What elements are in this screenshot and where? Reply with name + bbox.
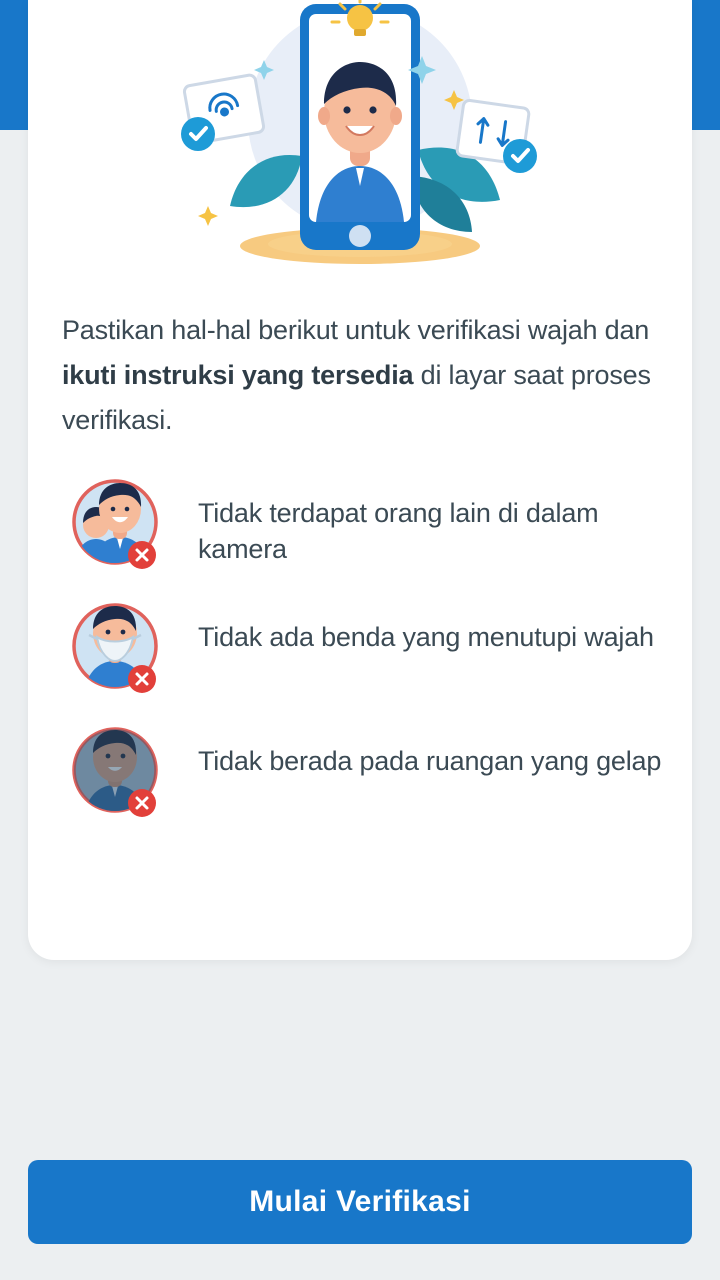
list-item — [28, 711, 692, 835]
rule-label: Tidak terdapat orang lain di dalam kamera — [198, 498, 599, 564]
no-face-covering-icon — [70, 601, 166, 697]
rule-label: Tidak ada benda yang menutupi wajah — [198, 622, 654, 652]
intro-text-part1: Pastikan hal-hal berikut untuk verifikasi wajah dan — [62, 315, 650, 345]
start-verification-button[interactable]: Mulai Verifikasi — [28, 1160, 692, 1244]
intro-text-emphasis: ikuti instruksi yang tersedia — [62, 360, 414, 390]
rule-label: Tidak berada pada ruangan yang gelap — [198, 746, 662, 776]
no-other-people-icon — [70, 477, 166, 573]
rules-list — [28, 463, 692, 835]
no-dark-room-icon — [70, 725, 166, 821]
face-verification-illustration — [28, 0, 692, 280]
intro-text-part2: di layar saat proses verifikasi. — [62, 360, 651, 435]
instruction-card — [28, 0, 692, 960]
list-item — [28, 587, 692, 711]
list-item — [28, 463, 692, 587]
bottom-bar — [0, 1130, 720, 1280]
instruction-paragraph — [62, 308, 656, 443]
